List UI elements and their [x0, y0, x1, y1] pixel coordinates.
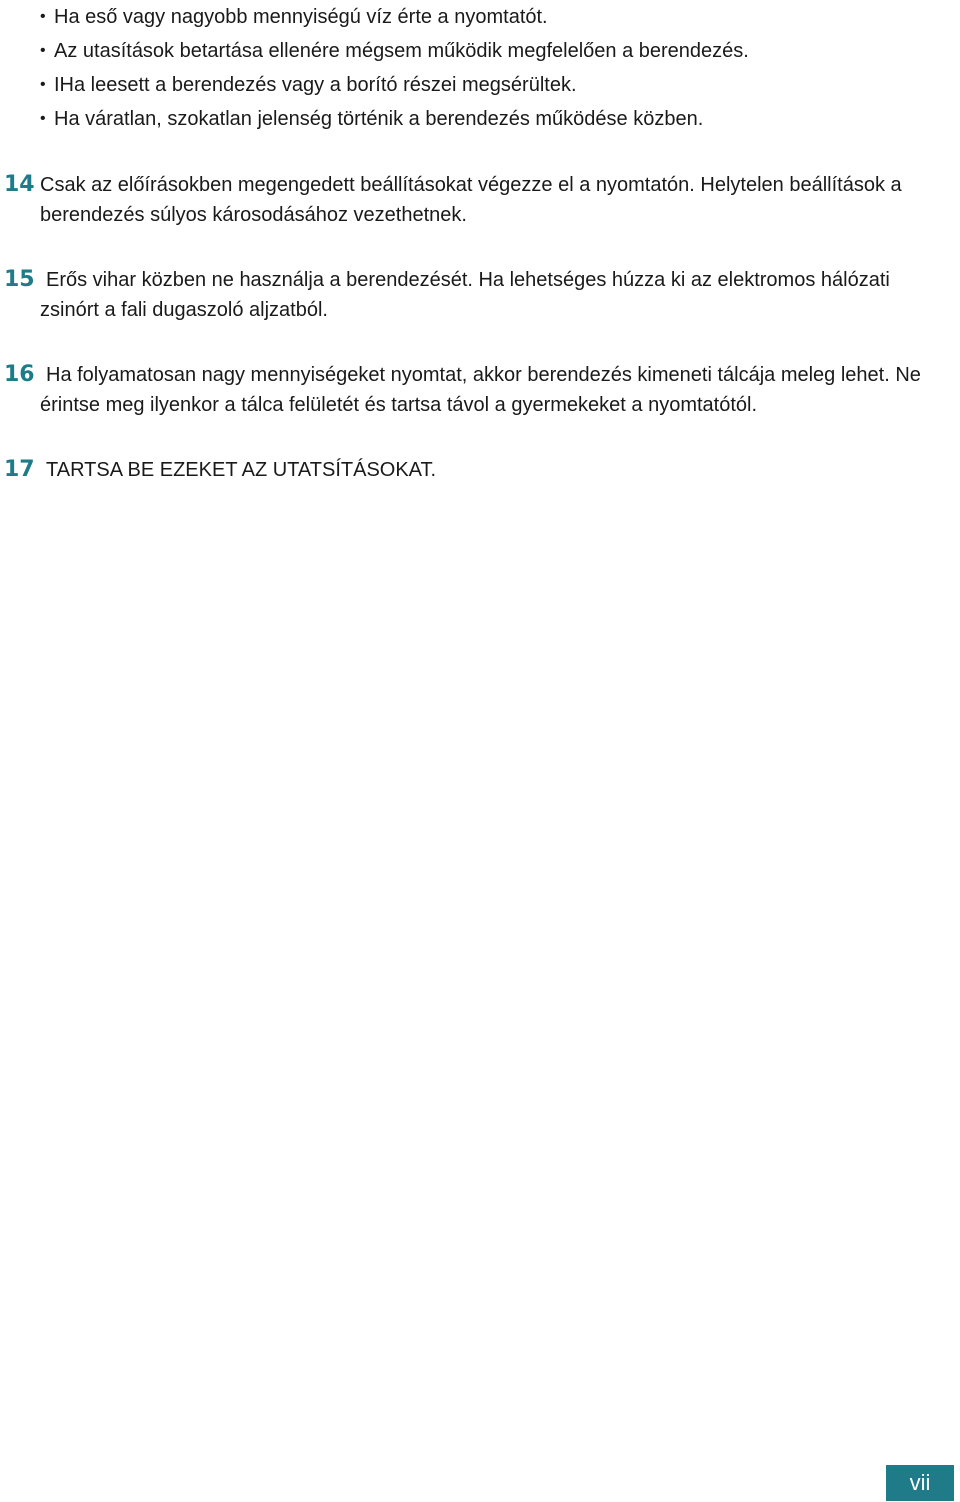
section-number: 14 [4, 172, 35, 197]
section-number: 15 [4, 267, 35, 292]
bullet-icon: • [40, 42, 46, 59]
bullet-icon: • [40, 76, 46, 93]
section-17 [0, 455, 940, 485]
bullet-text: Ha eső vagy nagyobb mennyiségú víz érte a nyomtatót. [54, 6, 548, 28]
bullet-icon: • [40, 8, 46, 25]
section-number: 16 [4, 362, 35, 387]
bullet-icon: • [40, 110, 46, 127]
list-item [40, 68, 940, 102]
list-item [40, 34, 940, 68]
section-15 [0, 265, 940, 325]
bullet-list [40, 0, 940, 136]
section-text: Csak az előírásokben megengedett beállításokat végezze el a nyomtatón. Helytelen beállítások a berendezés súlyos károsodásához vezethetnek. [40, 174, 902, 226]
bullet-text: Az utasítások betartása ellenére mégsem működik megfelelően a berendezés. [54, 40, 749, 62]
section-text: Ha folyamatosan nagy mennyiségeket nyomtat, akkor berendezés kimeneti tálcája meleg lehet. Ne érintse meg ilyenkor a tálca felületét és tartsa távol a gyermekeket a nyomtatótól. [40, 364, 921, 416]
section-number: 17 [4, 457, 35, 482]
bullet-text: Ha váratlan, szokatlan jelenség történik a berendezés működése közben. [54, 108, 704, 130]
section-16 [0, 360, 940, 420]
bullet-text: IHa leesett a berendezés vagy a borító részei megsérültek. [54, 74, 577, 96]
section-text: TARTSA BE EZEKET AZ UTATSÍTÁSOKAT. [46, 459, 437, 481]
section-14 [0, 170, 940, 230]
list-item [40, 102, 940, 136]
list-item [40, 0, 940, 34]
page-number-badge: vii [886, 1465, 954, 1501]
section-text: Erős vihar közben ne használja a berendezését. Ha lehetséges húzza ki az elektromos hálózati zsinórt a fali dugaszoló aljzatból. [40, 269, 890, 321]
